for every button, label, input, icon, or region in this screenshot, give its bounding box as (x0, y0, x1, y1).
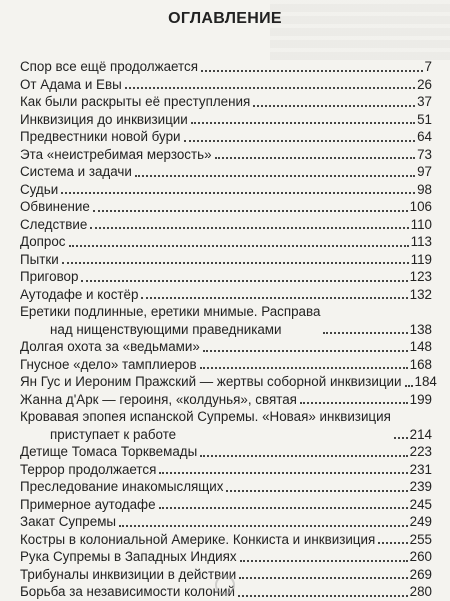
toc-entry (20, 93, 432, 111)
toc-entry-title-line: Костры в колониальной Америке. Конкиста и инквизиция (20, 531, 376, 547)
toc-entry-title-line: Следствие (20, 216, 88, 232)
toc-entry-title-line: Борьба за независимости колоний (20, 584, 236, 599)
toc-entry (20, 233, 432, 251)
toc-entry-title (20, 93, 250, 111)
toc-entry (20, 461, 432, 479)
toc-entry-title-line: Предвестники новой бури (20, 129, 181, 144)
toc-entry-title-line: Закат Супремы (20, 514, 117, 529)
toc-page-number: 106 (409, 199, 432, 214)
toc-page-number: 138 (409, 321, 432, 337)
table-of-contents (20, 58, 437, 601)
toc-entry-title (20, 496, 156, 514)
toc-entry (20, 356, 432, 374)
toc-entry-title (20, 531, 375, 549)
toc-entry-title-line: Кровавая эпопея испанской Супремы. «Новая» инквизиция (20, 409, 391, 424)
toc-entry-title (20, 128, 181, 146)
toc-page-number: 110 (410, 216, 432, 232)
toc-entry-title (20, 566, 236, 584)
dot-leader (93, 210, 408, 212)
dot-leader (226, 490, 407, 492)
toc-entry-title (20, 408, 391, 443)
dot-leader (239, 577, 407, 579)
toc-entry-title-line: Судьи (20, 181, 59, 197)
toc-entry-title (20, 356, 197, 374)
toc-entry-title-line: Как были раскрыты её преступления (20, 94, 251, 109)
facing-page-bleed (270, 0, 450, 60)
toc-page-number: 98 (417, 181, 432, 197)
dot-leader (300, 402, 408, 404)
toc-entry-title (20, 478, 223, 496)
toc-entry-title (20, 251, 59, 269)
dot-leader (90, 227, 408, 229)
toc-entry (20, 181, 432, 199)
dot-leader (394, 437, 408, 439)
toc-entry-title-line: Рука Супремы в Западных Индиях (20, 549, 237, 564)
toc-entry-title-continuation: приступает к работе (50, 426, 177, 442)
toc-page-number: 73 (417, 146, 432, 162)
toc-entry (20, 111, 432, 129)
dot-leader (81, 280, 407, 282)
toc-entry (20, 548, 432, 566)
dot-leader (405, 385, 413, 387)
toc-page-number: 51 (417, 111, 432, 127)
dot-leader (159, 472, 407, 474)
toc-entry-title-line: Ян Гус и Иероним Пражский — жертвы соборной инквизиции (20, 374, 402, 389)
toc-entry-title-line: Жанна д'Арк — героиня, «колдунья», святая (20, 391, 297, 407)
toc-entry-title (20, 216, 87, 234)
toc-entry-title-line: Обвинение (20, 199, 90, 214)
toc-entry (20, 251, 432, 269)
dot-leader (215, 157, 416, 159)
toc-entry (20, 163, 432, 181)
toc-entry-title (20, 303, 320, 338)
toc-page-number: 199 (409, 391, 432, 407)
toc-entry-title-line: Долгая охота за «ведьмами» (20, 339, 200, 354)
toc-page-number: 214 (409, 426, 432, 442)
toc-entry (20, 58, 432, 76)
toc-entry-title-line: Террор продолжается (20, 461, 157, 477)
toc-page-number: 64 (417, 129, 432, 144)
dot-leader (69, 245, 409, 247)
toc-page-number: 26 (417, 76, 432, 92)
toc-entry (20, 303, 432, 338)
toc-entry-title (20, 198, 90, 216)
toc-page-number: 123 (409, 269, 432, 284)
dot-leader (253, 105, 415, 107)
dot-leader (61, 192, 415, 194)
toc-page-number: 148 (409, 339, 432, 354)
dot-leader (203, 350, 408, 352)
toc-page-number: 269 (409, 566, 432, 582)
toc-entry-title-line: Преследование инакомыслящих (20, 479, 224, 494)
toc-entry-title (20, 111, 188, 129)
toc-entry-title-line: Допрос (20, 234, 66, 249)
toc-page-number: 280 (409, 584, 432, 599)
toc-page-number: 113 (410, 234, 432, 249)
toc-entry-title-line: Инквизиция до инквизиции (20, 111, 188, 127)
toc-entry-title (20, 233, 66, 251)
toc-entry-title-line: Спор все ещё продолжается (20, 59, 198, 74)
toc-entry-title (20, 58, 198, 76)
toc-entry-title-continuation: над нищенствующими праведниками (50, 321, 282, 337)
dot-leader (191, 122, 415, 124)
toc-page-number: 37 (417, 94, 432, 109)
dot-leader (62, 262, 409, 264)
toc-page-number: 255 (409, 531, 432, 547)
toc-page-number: 239 (409, 479, 432, 494)
toc-entry-title (20, 513, 116, 531)
page-bottom-ornament (215, 575, 235, 595)
toc-page-number: 260 (409, 549, 432, 564)
toc-entry (20, 408, 432, 443)
dot-leader (159, 507, 408, 509)
toc-entry (20, 338, 432, 356)
toc-entry (20, 76, 432, 94)
toc-entry (20, 128, 432, 146)
toc-page-number: 132 (409, 286, 432, 302)
toc-entry-title-line: Система и задачи (20, 164, 132, 179)
toc-entry-title-line: От Адама и Евы (20, 76, 122, 92)
toc-entry-title-line: Еретики подлинные, еретики мнимые. Расправа (20, 304, 321, 319)
dot-leader (200, 367, 408, 369)
dot-leader (135, 175, 415, 177)
toc-entry (20, 478, 432, 496)
toc-page-number: 184 (414, 374, 437, 389)
toc-entry (20, 198, 432, 216)
toc-entry-title-line: Примерное аутодафе (20, 496, 156, 512)
toc-entry (20, 268, 432, 286)
toc-entry-title-line: Приговор (20, 269, 79, 284)
toc-entry-title (20, 286, 138, 304)
toc-entry-title (20, 391, 297, 409)
toc-entry-title (20, 583, 235, 601)
toc-entry (20, 373, 437, 391)
dot-leader (184, 140, 416, 142)
toc-entry (20, 146, 432, 164)
toc-entry (20, 216, 432, 234)
toc-entry (20, 531, 432, 549)
toc-entry-title (20, 461, 156, 479)
dot-leader (125, 87, 415, 89)
toc-entry-title-line: Пытки (20, 251, 59, 267)
toc-entry (20, 513, 432, 531)
toc-entry-title (20, 268, 78, 286)
dot-leader (119, 525, 408, 527)
toc-page-number: 7 (424, 59, 432, 74)
toc-entry-title (20, 373, 402, 391)
toc-page-number: 231 (409, 461, 432, 477)
dot-leader (201, 70, 423, 72)
page-title: ОГЛАВЛЕНИЕ (168, 10, 282, 27)
dot-leader (238, 595, 408, 597)
toc-entry-title-line: Гнусное «дело» тамплиеров (20, 356, 197, 372)
toc-entry-title (20, 338, 200, 356)
dot-leader (240, 560, 408, 562)
toc-entry-title-line: Трибуналы инквизиции в действии (20, 566, 237, 582)
toc-entry-title-line: Детище Томаса Торквемады (20, 444, 198, 459)
toc-page-number: 97 (417, 164, 432, 179)
toc-entry-title (20, 443, 197, 461)
toc-entry-title (20, 548, 237, 566)
toc-entry (20, 496, 432, 514)
toc-page-number: 245 (409, 496, 432, 512)
dot-leader (378, 542, 407, 544)
dot-leader (323, 332, 407, 334)
toc-entry-title (20, 76, 122, 94)
toc-entry-title (20, 181, 58, 199)
toc-entry (20, 443, 432, 461)
toc-entry (20, 391, 432, 409)
toc-page-number: 249 (409, 514, 432, 529)
toc-entry (20, 286, 432, 304)
dot-leader (141, 297, 407, 299)
dot-leader (200, 455, 407, 457)
toc-page-number: 119 (410, 251, 432, 267)
toc-page-number: 223 (409, 444, 432, 459)
toc-page-number: 168 (409, 356, 432, 372)
toc-entry-title-line: Аутодафе и костёр (20, 286, 139, 302)
toc-entry-title (20, 163, 132, 181)
toc-entry-title-line: Эта «неистребимая мерзость» (20, 146, 212, 162)
toc-entry-title (20, 146, 212, 164)
